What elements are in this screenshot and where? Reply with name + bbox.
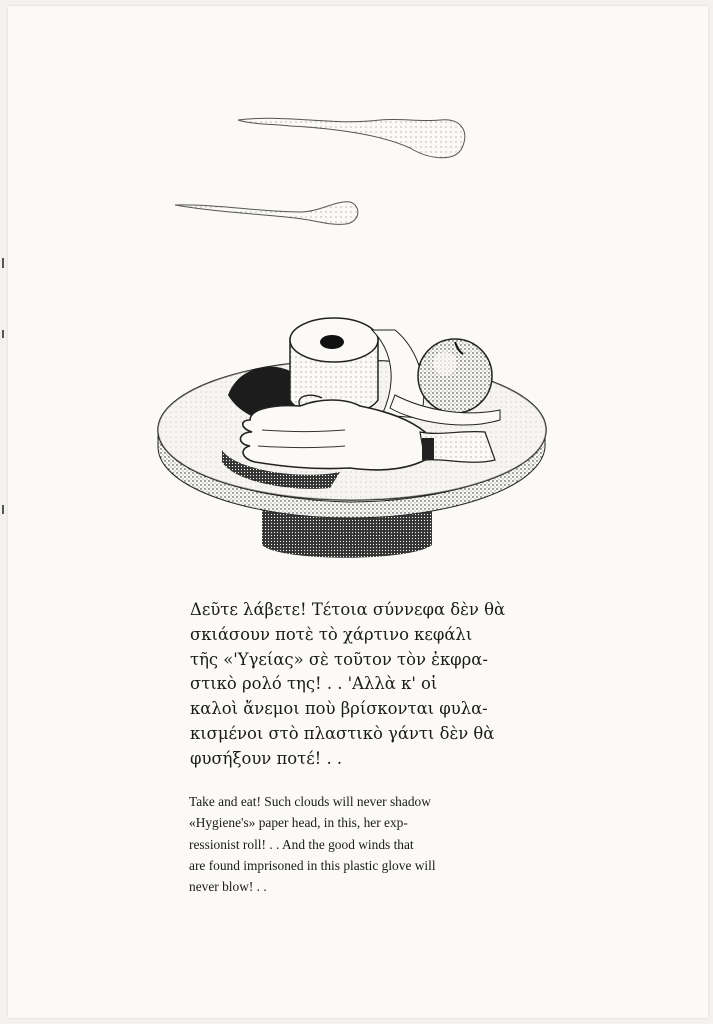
english-caption-line: never blow! . .	[189, 879, 267, 895]
english-caption	[189, 791, 529, 897]
apple-icon	[418, 339, 492, 413]
english-caption-line: «Hygiene's» paper head, in this, her exp-	[189, 815, 408, 831]
greek-caption-line: κισμένοι στὸ πλαστικὸ γάντι δὲν θὰ	[190, 723, 495, 743]
greek-caption-line: Δεῦτε λάβετε! Τέτοια σύννεφα δὲν θὰ	[190, 600, 506, 619]
cloud-icon	[238, 118, 465, 157]
english-caption-line: ressionist roll! . . And the good winds that	[189, 836, 414, 852]
english-caption-line: are found imprisoned in this plastic glove will	[189, 857, 436, 873]
greek-caption-line: φυσήξουν ποτέ! . .	[190, 748, 343, 768]
greek-caption-line: καλοὶ ἄνεμοι ποὺ βρίσκονται φυλα-	[190, 699, 488, 719]
cloud-icon	[175, 202, 358, 225]
english-caption-line: Take and eat! Such clouds will never shadow	[189, 794, 431, 809]
greek-caption-line: στικὸ ρολό της! . . 'Αλλὰ κ' οἱ	[190, 674, 438, 694]
greek-caption-line: τῆς «'Υγείας» σὲ τοῦτον τὸν ἐκφρα-	[190, 649, 488, 669]
greek-caption	[190, 598, 525, 772]
greek-caption-line: σκιάσουν ποτὲ τὸ χάρτινο κεφάλι	[190, 624, 473, 644]
